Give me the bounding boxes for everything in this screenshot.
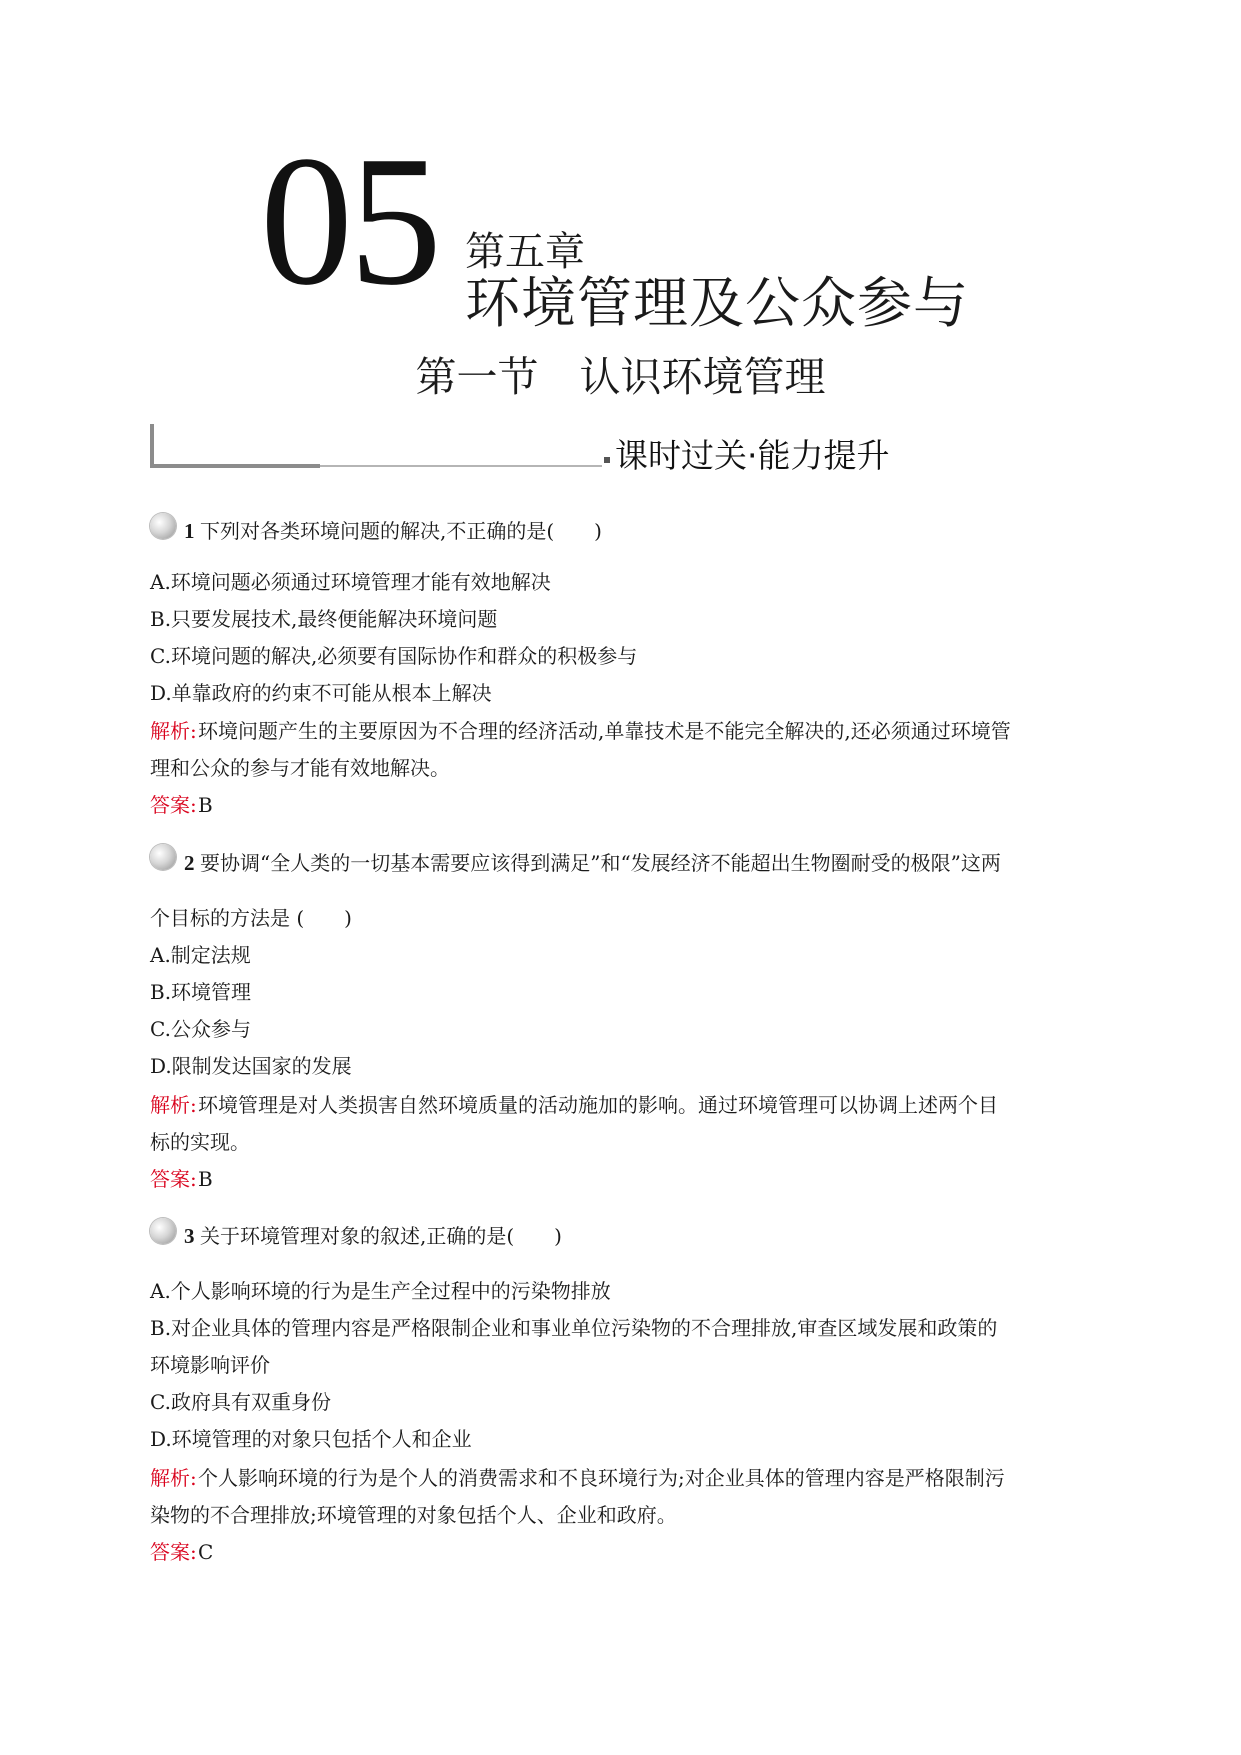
question-stem: 关于环境管理对象的叙述,正确的是( ): [200, 1224, 562, 1248]
option-d: D.单靠政府的约束不可能从根本上解决: [150, 681, 492, 705]
option-a: A.环境问题必须通过环境管理才能有效地解决: [150, 570, 551, 594]
question-number: 1: [184, 519, 195, 543]
option-c: C.环境问题的解决,必须要有国际协作和群众的积极参与: [150, 644, 638, 668]
analysis-text: 染物的不合理排放;环境管理的对象包括个人、企业和政府。: [150, 1503, 677, 1527]
banner-square-marker: [604, 457, 610, 463]
analysis-text: 个人影响环境的行为是个人的消费需求和不良环境行为;对企业具体的管理内容是严格限制污: [198, 1466, 1005, 1490]
chapter-label: 第五章: [465, 229, 585, 275]
banner-rule-dark: [150, 464, 320, 468]
answer-value: C: [198, 1540, 214, 1564]
option-d: D.限制发达国家的发展: [150, 1054, 352, 1078]
option-b: B.环境管理: [150, 980, 252, 1004]
question-number: 3: [184, 1224, 195, 1248]
analysis-text: 环境管理是对人类损害自然环境质量的活动施加的影响。通过环境管理可以协调上述两个目: [198, 1093, 998, 1117]
option-b: B.只要发展技术,最终便能解决环境问题: [150, 607, 498, 631]
banner-bracket-vertical: [150, 424, 154, 468]
section-title: 第一节 认识环境管理: [415, 353, 826, 401]
question-marker-icon: [150, 513, 176, 539]
analysis-label: 解析:: [150, 1093, 197, 1117]
option-b-continued: 环境影响评价: [150, 1353, 270, 1377]
answer-label: 答案:: [150, 1540, 197, 1564]
option-c: C.公众参与: [150, 1017, 251, 1041]
answer-label: 答案:: [150, 793, 197, 817]
option-d: D.环境管理的对象只包括个人和企业: [150, 1427, 472, 1451]
analysis-text: 环境问题产生的主要原因为不合理的经济活动,单靠技术是不能完全解决的,还必须通过环境管: [198, 719, 1011, 743]
analysis-text: 标的实现。: [150, 1130, 250, 1154]
answer-value: B: [198, 1167, 213, 1191]
question-number: 2: [184, 851, 195, 875]
question-stem: 要协调“全人类的一切基本需要应该得到满足”和“发展经济不能超出生物圈耐受的极限”这两: [200, 851, 1001, 875]
option-a: A.制定法规: [150, 943, 251, 967]
question-stem: 个目标的方法是 ( ): [150, 906, 352, 930]
analysis-text: 理和公众的参与才能有效地解决。: [150, 756, 450, 780]
analysis-label: 解析:: [150, 1466, 197, 1490]
answer-label: 答案:: [150, 1167, 197, 1191]
analysis-label: 解析:: [150, 719, 197, 743]
option-b: B.对企业具体的管理内容是严格限制企业和事业单位污染物的不合理排放,审查区域发展和政策的: [150, 1316, 998, 1340]
banner-rule-light: [320, 465, 602, 467]
question-marker-icon: [150, 1218, 176, 1244]
question-marker-icon: [150, 844, 176, 870]
chapter-title: 环境管理及公众参与: [465, 271, 970, 335]
chapter-number: 05: [260, 118, 438, 324]
banner-title: 课时过关·能力提升: [615, 436, 890, 475]
answer-value: B: [198, 793, 213, 817]
option-a: A.个人影响环境的行为是生产全过程中的污染物排放: [150, 1279, 611, 1303]
question-stem: 下列对各类环境问题的解决,不正确的是( ): [200, 519, 602, 543]
option-c: C.政府具有双重身份: [150, 1390, 331, 1414]
